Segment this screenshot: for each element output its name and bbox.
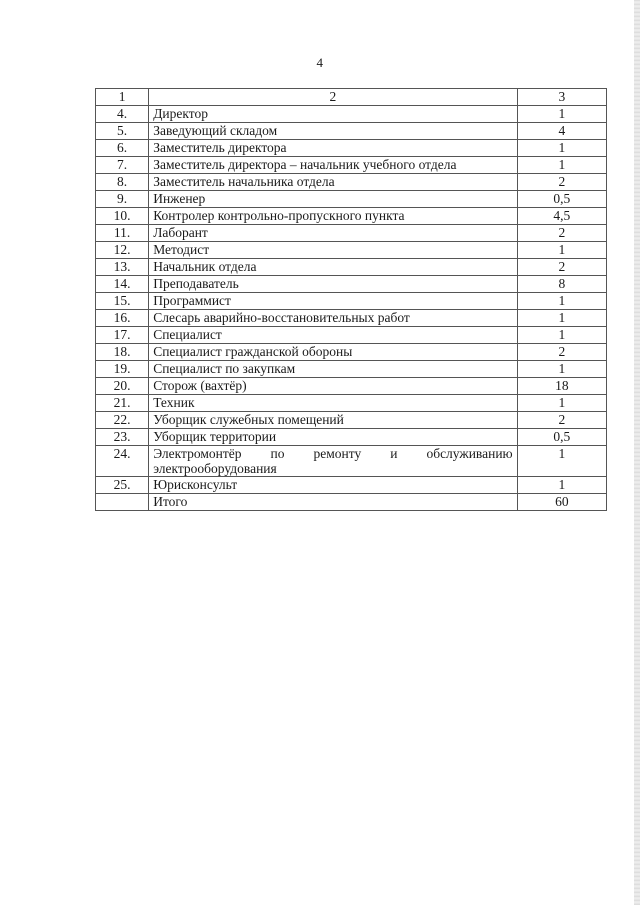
position-name: Методист bbox=[149, 242, 517, 259]
position-name: Заведующий складом bbox=[149, 123, 517, 140]
table-row bbox=[96, 174, 607, 191]
position-name: Юрисконсульт bbox=[149, 477, 517, 494]
row-number: 10. bbox=[96, 208, 149, 225]
table-row bbox=[96, 106, 607, 123]
staff-quantity: 2 bbox=[517, 344, 606, 361]
staff-quantity: 1 bbox=[517, 140, 606, 157]
total-label: Итого bbox=[149, 494, 517, 511]
table-row bbox=[96, 293, 607, 310]
row-number: 17. bbox=[96, 327, 149, 344]
table-row bbox=[96, 191, 607, 208]
staff-quantity: 1 bbox=[517, 242, 606, 259]
table-row bbox=[96, 378, 607, 395]
column-number-header: 1 bbox=[96, 89, 149, 106]
row-number: 23. bbox=[96, 429, 149, 446]
position-name: Специалист гражданской обороны bbox=[149, 344, 517, 361]
position-name: Программист bbox=[149, 293, 517, 310]
staff-quantity: 1 bbox=[517, 446, 606, 477]
staff-quantity: 2 bbox=[517, 225, 606, 242]
staff-quantity: 1 bbox=[517, 361, 606, 378]
staff-quantity: 4 bbox=[517, 123, 606, 140]
row-number: 14. bbox=[96, 276, 149, 293]
position-name: Преподаватель bbox=[149, 276, 517, 293]
table-row bbox=[96, 276, 607, 293]
position-name-line1: Электромонтёр по ремонту и обслуживанию bbox=[153, 446, 513, 461]
staff-quantity: 4,5 bbox=[517, 208, 606, 225]
position-name: Сторож (вахтёр) bbox=[149, 378, 517, 395]
staff-quantity: 0,5 bbox=[517, 191, 606, 208]
page-number: 4 bbox=[316, 55, 324, 70]
table-row bbox=[96, 310, 607, 327]
column-quantity-header: 3 bbox=[517, 89, 606, 106]
total-row-number bbox=[96, 494, 149, 511]
table-row bbox=[96, 446, 607, 477]
position-name: Контролер контрольно-пропускного пункта bbox=[149, 208, 517, 225]
row-number: 13. bbox=[96, 259, 149, 276]
row-number: 25. bbox=[96, 477, 149, 494]
row-number: 19. bbox=[96, 361, 149, 378]
staff-quantity: 1 bbox=[517, 477, 606, 494]
table-row bbox=[96, 208, 607, 225]
row-number: 6. bbox=[96, 140, 149, 157]
staff-quantity: 2 bbox=[517, 174, 606, 191]
table-total-row bbox=[96, 494, 607, 511]
column-name-header: 2 bbox=[149, 89, 517, 106]
table-row bbox=[96, 412, 607, 429]
table-row bbox=[96, 361, 607, 378]
row-number: 11. bbox=[96, 225, 149, 242]
position-name: Уборщик территории bbox=[149, 429, 517, 446]
position-name: Лаборант bbox=[149, 225, 517, 242]
position-name: Начальник отдела bbox=[149, 259, 517, 276]
table-row bbox=[96, 327, 607, 344]
position-name bbox=[149, 446, 517, 477]
staff-quantity: 1 bbox=[517, 157, 606, 174]
row-number: 18. bbox=[96, 344, 149, 361]
row-number: 9. bbox=[96, 191, 149, 208]
staff-quantity: 18 bbox=[517, 378, 606, 395]
staff-quantity: 0,5 bbox=[517, 429, 606, 446]
row-number: 15. bbox=[96, 293, 149, 310]
position-name: Заместитель директора – начальник учебного отдела bbox=[149, 157, 517, 174]
row-number: 22. bbox=[96, 412, 149, 429]
staff-quantity: 1 bbox=[517, 327, 606, 344]
staff-quantity: 1 bbox=[517, 310, 606, 327]
position-name: Заместитель начальника отдела bbox=[149, 174, 517, 191]
table-row bbox=[96, 242, 607, 259]
row-number: 5. bbox=[96, 123, 149, 140]
table-row bbox=[96, 429, 607, 446]
staff-quantity: 2 bbox=[517, 412, 606, 429]
staff-quantity: 2 bbox=[517, 259, 606, 276]
position-name: Слесарь аварийно-восстановительных работ bbox=[149, 310, 517, 327]
table-row bbox=[96, 477, 607, 494]
table-row bbox=[96, 123, 607, 140]
row-number: 12. bbox=[96, 242, 149, 259]
position-name: Специалист по закупкам bbox=[149, 361, 517, 378]
staff-quantity: 1 bbox=[517, 106, 606, 123]
position-name: Специалист bbox=[149, 327, 517, 344]
position-name: Инженер bbox=[149, 191, 517, 208]
row-number: 21. bbox=[96, 395, 149, 412]
table-row bbox=[96, 140, 607, 157]
table-row bbox=[96, 225, 607, 242]
staff-quantity: 1 bbox=[517, 293, 606, 310]
total-quantity: 60 bbox=[517, 494, 606, 511]
row-number: 7. bbox=[96, 157, 149, 174]
row-number: 8. bbox=[96, 174, 149, 191]
position-name: Директор bbox=[149, 106, 517, 123]
table-row bbox=[96, 259, 607, 276]
position-name: Уборщик служебных помещений bbox=[149, 412, 517, 429]
position-name: Заместитель директора bbox=[149, 140, 517, 157]
table-row bbox=[96, 157, 607, 174]
table-row bbox=[96, 395, 607, 412]
staff-quantity: 8 bbox=[517, 276, 606, 293]
position-name: Техник bbox=[149, 395, 517, 412]
row-number: 24. bbox=[96, 446, 149, 477]
position-name-line2: электрооборудования bbox=[153, 461, 277, 476]
staff-quantity: 1 bbox=[517, 395, 606, 412]
row-number: 16. bbox=[96, 310, 149, 327]
row-number: 4. bbox=[96, 106, 149, 123]
row-number: 20. bbox=[96, 378, 149, 395]
staff-table bbox=[95, 88, 607, 511]
table-header-row bbox=[96, 89, 607, 106]
table-row bbox=[96, 344, 607, 361]
scan-edge bbox=[634, 0, 640, 905]
